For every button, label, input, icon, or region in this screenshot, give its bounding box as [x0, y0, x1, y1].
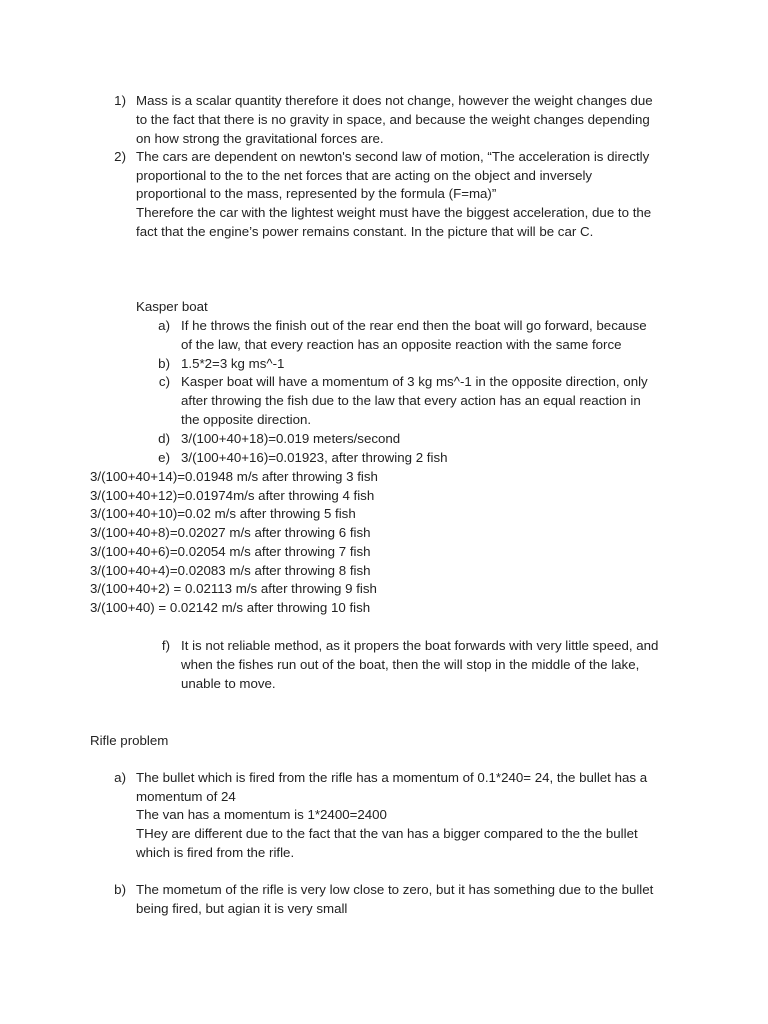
rifle-a-line-3: The van has a momentum is 1*2400=2400	[136, 807, 387, 822]
calc-line-9-fish: 3/(100+40+2) = 0.02113 m/s after throwing 9 fish	[90, 581, 377, 596]
calc-line-7-fish: 3/(100+40+6)=0.02054 m/s after throwing 7 fish	[90, 544, 371, 559]
kasper-f-line-2: when the fishes run out of the boat, then the will stop in the middle of the lake,	[181, 657, 640, 672]
kasper-f-line-1: It is not reliable method, as it propers the boat forwards with very little speed, and	[181, 638, 659, 653]
calc-line-10-fish: 3/(100+40) = 0.02142 m/s after throwing 10 fish	[90, 600, 371, 615]
rifle-a-line-5: which is fired from the rifle.	[136, 845, 295, 860]
rifle-b-line-2: being fired, but agian it is very small	[136, 901, 348, 916]
list-marker-1: 1)	[114, 93, 126, 108]
answer-2-line-2: proportional to the to the net forces that are acting on the object and inversely	[136, 168, 593, 183]
kasper-a-line-1: If he throws the finish out of the rear end then the boat will go forward, because	[181, 318, 647, 333]
calc-line-8-fish: 3/(100+40+4)=0.02083 m/s after throwing 8 fish	[90, 563, 371, 578]
rifle-a-line-4: THey are different due to the fact that the van has a bigger compared to the the bullet	[136, 826, 638, 841]
rifle-b-line-1: The mometum of the rifle is very low close to zero, but it has something due to the bullet	[136, 882, 654, 897]
kasper-heading: Kasper boat	[136, 299, 208, 314]
kasper-marker-e: e)	[158, 450, 170, 465]
rifle-a-line-2: momentum of 24	[136, 789, 236, 804]
rifle-heading: Rifle problem	[90, 733, 169, 748]
kasper-c-line-1: Kasper boat will have a momentum of 3 kg ms^-1 in the opposite direction, only	[181, 374, 648, 389]
kasper-a-line-2: of the law, that every reaction has an opposite reaction with the same force	[181, 337, 622, 352]
calc-line-3-fish: 3/(100+40+14)=0.01948 m/s after throwing 3 fish	[90, 469, 378, 484]
calc-line-5-fish: 3/(100+40+10)=0.02 m/s after throwing 5 fish	[90, 506, 356, 521]
answer-1-line-1: Mass is a scalar quantity therefore it does not change, however the weight changes due	[136, 93, 653, 108]
rifle-marker-b: b)	[114, 882, 126, 897]
answer-2-line-3: proportional to the mass, represented by the formula (F=ma)”	[136, 186, 497, 201]
answer-1-line-3: on how strong the gravitational forces are.	[136, 131, 384, 146]
calc-line-4-fish: 3/(100+40+12)=0.01974m/s after throwing 4 fish	[90, 488, 375, 503]
list-marker-2: 2)	[114, 149, 126, 164]
kasper-c-line-3: the opposite direction.	[181, 412, 312, 427]
kasper-marker-d: d)	[158, 431, 170, 446]
kasper-marker-a: a)	[158, 318, 170, 333]
kasper-e-line-1: 3/(100+40+16)=0.01923, after throwing 2 fish	[181, 450, 448, 465]
kasper-f-line-3: unable to move.	[181, 676, 276, 691]
answer-2-line-4: Therefore the car with the lightest weight must have the biggest acceleration, due to the	[136, 205, 652, 220]
rifle-a-line-1: The bullet which is fired from the rifle has a momentum of 0.1*240= 24, the bullet has a	[136, 770, 648, 785]
calc-line-6-fish: 3/(100+40+8)=0.02027 m/s after throwing 6 fish	[90, 525, 371, 540]
kasper-marker-c: c)	[158, 374, 170, 389]
answer-1-line-2: to the fact that there is no gravity in space, and because the weight changes depending	[136, 112, 650, 127]
kasper-marker-f: f)	[161, 638, 170, 653]
kasper-marker-b: b)	[158, 356, 170, 371]
kasper-c-line-2: after throwing the fish due to the law that every action has an equal reaction in	[181, 393, 641, 408]
kasper-d-line-1: 3/(100+40+18)=0.019 meters/second	[181, 431, 401, 446]
rifle-marker-a: a)	[114, 770, 126, 785]
kasper-b-line-1: 1.5*2=3 kg ms^-1	[181, 356, 285, 371]
answer-2-line-5: fact that the engine’s power remains constant. In the picture that will be car C.	[136, 224, 594, 239]
answer-2-line-1: The cars are dependent on newton's second law of motion, “The acceleration is directly	[136, 149, 650, 164]
